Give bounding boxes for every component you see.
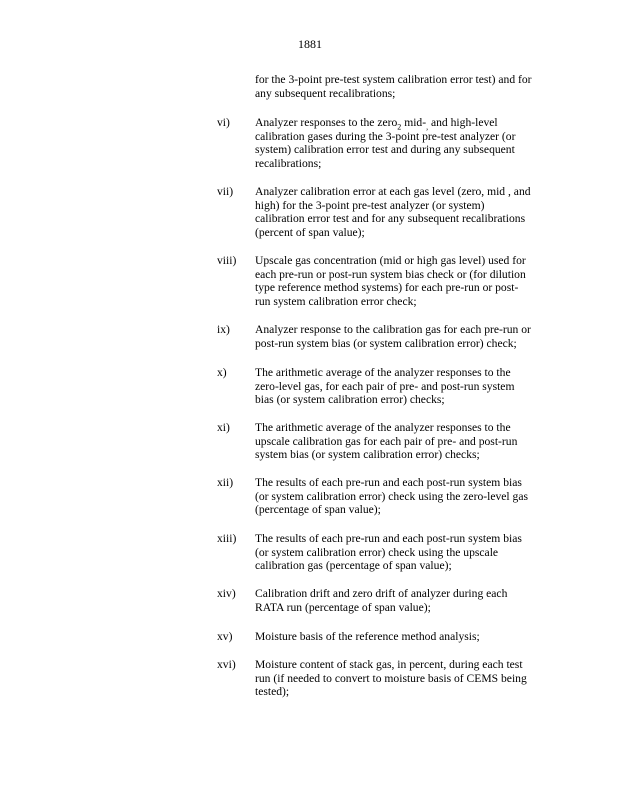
- item-number: xii): [217, 476, 234, 489]
- text-line: run (if needed to convert to moisture basis of CEMS being: [255, 671, 527, 685]
- item-text: [255, 630, 555, 644]
- page-number: 1881: [298, 37, 322, 51]
- item-text: [255, 476, 555, 517]
- text-line: (or system calibration error) check using the zero-level gas: [255, 489, 528, 503]
- item-text: [255, 116, 555, 170]
- text-line: Calibration drift and zero drift of analyzer during each: [255, 587, 508, 600]
- text-line: [255, 116, 555, 130]
- text-line: calibration gas (percentage of span value);: [255, 559, 452, 573]
- text-line: upscale calibration gas for each pair of pre- and post-run: [255, 434, 518, 448]
- text-line: each pre-run or post-run system bias check or (for dilution: [255, 267, 526, 281]
- item-number: xiii): [217, 532, 237, 545]
- text-line: calibration error test and for any subsequent recalibrations: [255, 212, 526, 226]
- item-number: xv): [217, 630, 233, 643]
- text-line: The arithmetic average of the analyzer responses to the: [255, 366, 511, 379]
- text-line: (percent of span value);: [255, 225, 365, 239]
- item-number: xi): [217, 421, 230, 434]
- subscript: ,: [426, 122, 429, 132]
- text-line: type reference method systems) for each pre-run or post-: [255, 281, 519, 295]
- text-line: any subsequent recalibrations;: [255, 86, 396, 100]
- text-line: for the 3-point pre-test system calibration error test) and for: [255, 73, 532, 86]
- item-text: [255, 421, 555, 462]
- text-line: post-run system bias (or system calibration error) check;: [255, 336, 517, 350]
- item-text: [255, 658, 555, 699]
- text-line: Moisture basis of the reference method analysis;: [255, 630, 480, 643]
- text-line: high) for the 3-point pre-test analyzer (or system): [255, 198, 485, 212]
- item-number: vi): [217, 116, 230, 129]
- text-line: Analyzer response to the calibration gas for each pre-run or: [255, 323, 531, 336]
- text-segment: mid-: [401, 116, 427, 129]
- text-line: run system calibration error check;: [255, 294, 417, 308]
- item-number: x): [217, 366, 227, 379]
- text-line: Moisture content of stack gas, in percent, during each test: [255, 658, 523, 671]
- text-line: The results of each pre-run and each post-run system bias: [255, 532, 522, 545]
- item-number: xiv): [217, 587, 236, 600]
- item-number: ix): [217, 323, 230, 336]
- item-text: [255, 532, 555, 573]
- text-line: zero-level gas, for each pair of pre- and post-run system: [255, 379, 515, 393]
- text-line: RATA run (percentage of span value);: [255, 600, 431, 614]
- item-text: [255, 254, 555, 308]
- text-line: system bias (or system calibration error) checks;: [255, 448, 480, 462]
- text-line: recalibrations;: [255, 156, 322, 170]
- item-number: xvi): [217, 658, 236, 671]
- item-number: viii): [217, 254, 237, 267]
- continuation-text: [255, 73, 555, 100]
- text-segment: Analyzer responses to the zero: [255, 116, 398, 129]
- item-text: [255, 323, 555, 350]
- text-line: Upscale gas concentration (mid or high gas level) used for: [255, 254, 526, 267]
- item-text: [255, 185, 555, 239]
- text-line: (or system calibration error) check using the upscale: [255, 545, 499, 559]
- text-segment: and high-level: [428, 116, 498, 129]
- text-line: The results of each pre-run and each post-run system bias: [255, 476, 522, 489]
- text-line: tested);: [255, 685, 290, 699]
- item-text: [255, 366, 555, 407]
- text-line: bias (or system calibration error) checks;: [255, 393, 445, 407]
- text-line: (percentage of span value);: [255, 503, 381, 517]
- text-line: Analyzer calibration error at each gas level (zero, mid , and: [255, 185, 531, 198]
- subscript: 2: [397, 122, 402, 132]
- text-line: The arithmetic average of the analyzer responses to the: [255, 421, 511, 434]
- item-number: vii): [217, 185, 234, 198]
- text-line: calibration gases during the 3-point pre-test analyzer (or: [255, 129, 516, 143]
- text-line: system) calibration error test and during any subsequent: [255, 143, 515, 157]
- item-text: [255, 587, 555, 614]
